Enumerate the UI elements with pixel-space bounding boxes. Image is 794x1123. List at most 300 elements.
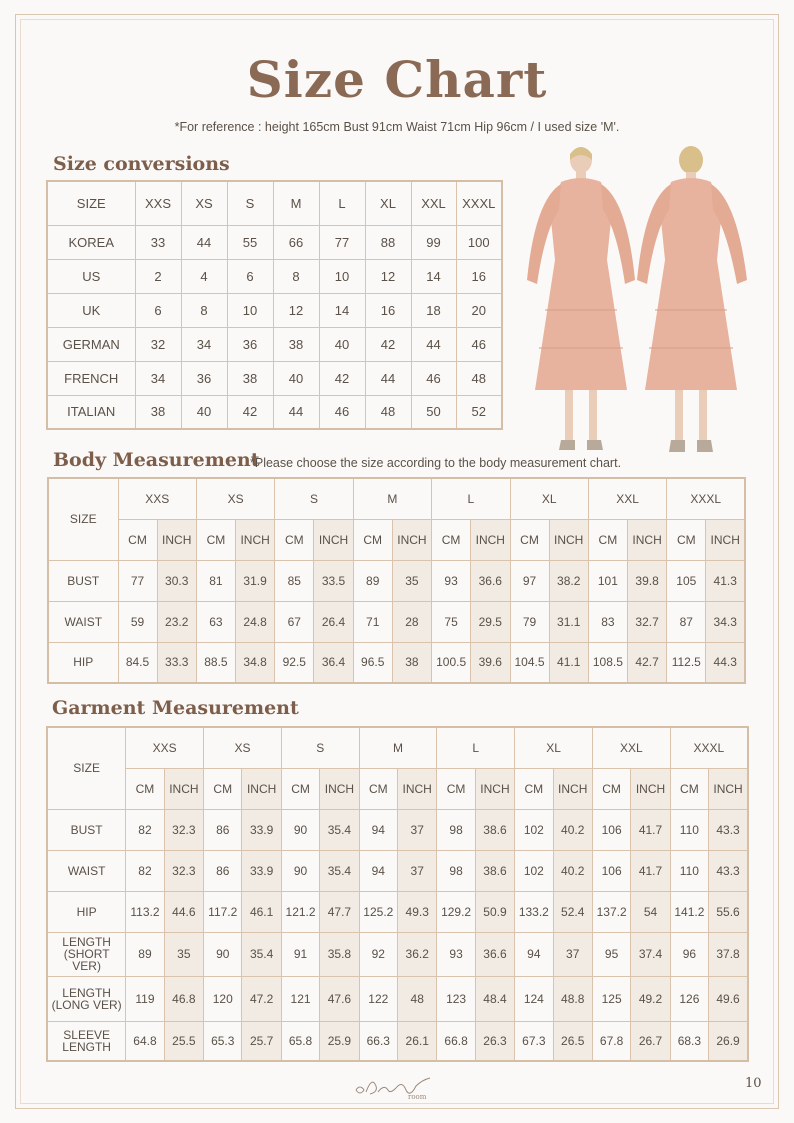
size-header-cell: XXS — [118, 478, 196, 519]
inch-value-cell: 35.4 — [242, 932, 281, 976]
header-cell: XXXL — [456, 181, 502, 225]
table-cell: 99 — [411, 225, 456, 259]
cm-value-cell: 106 — [592, 809, 630, 850]
cm-value-cell: 84.5 — [118, 642, 157, 683]
table-cell: 12 — [273, 293, 319, 327]
cm-value-cell: 129.2 — [437, 891, 475, 932]
table-cell: 14 — [411, 259, 456, 293]
cm-value-cell: 89 — [353, 560, 392, 601]
table-cell: 52 — [456, 395, 502, 429]
cm-value-cell: 67.8 — [592, 1021, 630, 1061]
inch-value-cell: 36.2 — [398, 932, 437, 976]
table-cell: 2 — [135, 259, 181, 293]
inch-value-cell: 47.7 — [320, 891, 359, 932]
unit-cm-cell: CM — [196, 519, 235, 560]
inch-value-cell: 23.2 — [157, 601, 196, 642]
inch-value-cell: 50.9 — [475, 891, 514, 932]
unit-cm-cell: CM — [204, 768, 242, 809]
inch-value-cell: 30.3 — [157, 560, 196, 601]
row-label: HIP — [48, 642, 118, 683]
cm-value-cell: 92.5 — [275, 642, 314, 683]
table-cell: 38 — [135, 395, 181, 429]
size-header-cell: M — [353, 478, 431, 519]
size-header-cell: XL — [515, 727, 593, 768]
inch-value-cell: 49.2 — [631, 976, 670, 1021]
cm-value-cell: 77 — [118, 560, 157, 601]
inch-value-cell: 26.9 — [709, 1021, 748, 1061]
cm-value-cell: 104.5 — [510, 642, 549, 683]
cm-value-cell: 137.2 — [592, 891, 630, 932]
size-header-row — [48, 478, 745, 519]
cm-value-cell: 125.2 — [359, 891, 397, 932]
table-cell: 20 — [456, 293, 502, 327]
cm-value-cell: 85 — [275, 560, 314, 601]
size-header-cell: XS — [196, 478, 274, 519]
inch-value-cell: 32.7 — [627, 601, 666, 642]
row-label: ITALIAN — [47, 395, 135, 429]
cm-value-cell: 81 — [196, 560, 235, 601]
inch-value-cell: 34.3 — [706, 601, 745, 642]
cm-value-cell: 79 — [510, 601, 549, 642]
inch-value-cell: 48.8 — [553, 976, 592, 1021]
inch-value-cell: 31.9 — [235, 560, 274, 601]
cm-value-cell: 86 — [204, 850, 242, 891]
inch-value-cell: 33.3 — [157, 642, 196, 683]
cm-value-cell: 87 — [667, 601, 706, 642]
inch-value-cell: 44.3 — [706, 642, 745, 683]
back-view — [637, 146, 747, 452]
row-label: WAIST — [48, 601, 118, 642]
table-cell: 33 — [135, 225, 181, 259]
cm-value-cell: 133.2 — [515, 891, 553, 932]
table-cell: 46 — [319, 395, 365, 429]
inch-value-cell: 37.8 — [709, 932, 748, 976]
table-cell: 6 — [135, 293, 181, 327]
inch-value-cell: 36.6 — [471, 560, 510, 601]
row-label: BUST — [47, 809, 126, 850]
unit-cm-cell: CM — [275, 519, 314, 560]
cm-value-cell: 108.5 — [588, 642, 627, 683]
unit-cm-cell: CM — [437, 768, 475, 809]
inch-value-cell: 32.3 — [164, 809, 203, 850]
cm-value-cell: 96 — [670, 932, 708, 976]
inch-value-cell: 37 — [553, 932, 592, 976]
cm-value-cell: 75 — [432, 601, 471, 642]
size-header-cell: M — [359, 727, 437, 768]
row-label: LENGTH (SHORT VER) — [47, 932, 126, 976]
table-header-row — [47, 181, 502, 225]
table-row — [47, 327, 502, 361]
inch-value-cell: 38.2 — [549, 560, 588, 601]
inch-value-cell: 26.7 — [631, 1021, 670, 1061]
inch-value-cell: 38.6 — [475, 850, 514, 891]
table-cell: 36 — [181, 361, 227, 395]
unit-inch-cell: INCH — [627, 519, 666, 560]
size-conversion-table — [46, 180, 503, 430]
unit-cm-cell: CM — [592, 768, 630, 809]
inch-value-cell: 41.3 — [706, 560, 745, 601]
cm-value-cell: 121 — [281, 976, 319, 1021]
table-cell: 42 — [319, 361, 365, 395]
inch-value-cell: 33.5 — [314, 560, 353, 601]
cm-value-cell: 66.8 — [437, 1021, 475, 1061]
table-cell: 44 — [181, 225, 227, 259]
cm-value-cell: 117.2 — [204, 891, 242, 932]
inch-value-cell: 43.3 — [709, 809, 748, 850]
inch-value-cell: 42.7 — [627, 642, 666, 683]
size-header-cell: XL — [510, 478, 588, 519]
inch-value-cell: 26.5 — [553, 1021, 592, 1061]
cm-value-cell: 90 — [204, 932, 242, 976]
table-cell: 18 — [411, 293, 456, 327]
table-row — [47, 932, 748, 976]
cm-value-cell: 92 — [359, 932, 397, 976]
unit-inch-cell: INCH — [320, 768, 359, 809]
table-cell: 4 — [181, 259, 227, 293]
unit-cm-cell: CM — [353, 519, 392, 560]
table-cell: 34 — [181, 327, 227, 361]
inch-value-cell: 36.4 — [314, 642, 353, 683]
inch-value-cell: 35.8 — [320, 932, 359, 976]
table-cell: 32 — [135, 327, 181, 361]
cm-value-cell: 119 — [126, 976, 164, 1021]
unit-cm-cell: CM — [670, 768, 708, 809]
table-row — [47, 259, 502, 293]
table-cell: 100 — [456, 225, 502, 259]
table-cell: 38 — [227, 361, 273, 395]
size-header-cell: XXS — [126, 727, 204, 768]
inch-value-cell: 38.6 — [475, 809, 514, 850]
inch-value-cell: 39.8 — [627, 560, 666, 601]
unit-cm-cell: CM — [588, 519, 627, 560]
inch-value-cell: 46.1 — [242, 891, 281, 932]
table-cell: 50 — [411, 395, 456, 429]
cm-value-cell: 67.3 — [515, 1021, 553, 1061]
inch-value-cell: 41.1 — [549, 642, 588, 683]
row-label: WAIST — [47, 850, 126, 891]
inch-value-cell: 35.4 — [320, 850, 359, 891]
cm-value-cell: 123 — [437, 976, 475, 1021]
table-cell: 12 — [365, 259, 411, 293]
inch-value-cell: 37 — [398, 850, 437, 891]
inch-value-cell: 38 — [392, 642, 431, 683]
size-header-cell: XXXL — [670, 727, 748, 768]
inch-value-cell: 35 — [392, 560, 431, 601]
inch-value-cell: 48.4 — [475, 976, 514, 1021]
unit-cm-cell: CM — [432, 519, 471, 560]
body-measurement-note: *Please choose the size according to the body measurement chart. — [250, 456, 622, 470]
inch-value-cell: 37.4 — [631, 932, 670, 976]
size-header-cell: XS — [204, 727, 282, 768]
garment-measurement-heading: Garment Measurement — [52, 697, 299, 719]
inch-value-cell: 39.6 — [471, 642, 510, 683]
cm-value-cell: 67 — [275, 601, 314, 642]
page-title: Size Chart — [246, 50, 548, 109]
inch-value-cell: 29.5 — [471, 601, 510, 642]
inch-value-cell: 46.8 — [164, 976, 203, 1021]
table-row — [47, 225, 502, 259]
table-cell: 44 — [411, 327, 456, 361]
table-row — [47, 293, 502, 327]
cm-value-cell: 91 — [281, 932, 319, 976]
cm-value-cell: 120 — [204, 976, 242, 1021]
brand-logo — [350, 1074, 440, 1102]
table-row — [47, 809, 748, 850]
size-label-cell: SIZE — [48, 478, 118, 560]
table-cell: 77 — [319, 225, 365, 259]
table-row — [48, 601, 745, 642]
inch-value-cell: 26.4 — [314, 601, 353, 642]
table-cell: 48 — [365, 395, 411, 429]
size-label-cell: SIZE — [47, 727, 126, 809]
table-cell: 48 — [456, 361, 502, 395]
header-cell: S — [227, 181, 273, 225]
reference-note: *For reference : height 165cm Bust 91cm Waist 71cm Hip 96cm / I used size 'M'. — [174, 120, 620, 134]
body-measurement-heading: Body Measurement — [53, 449, 260, 471]
table-row — [47, 361, 502, 395]
header-cell: XXS — [135, 181, 181, 225]
cm-value-cell: 105 — [667, 560, 706, 601]
inch-value-cell: 41.7 — [631, 850, 670, 891]
inch-value-cell: 36.6 — [475, 932, 514, 976]
cm-value-cell: 65.3 — [204, 1021, 242, 1061]
cm-value-cell: 112.5 — [667, 642, 706, 683]
row-label: LENGTH (LONG VER) — [47, 976, 126, 1021]
unit-inch-cell: INCH — [475, 768, 514, 809]
cm-value-cell: 97 — [510, 560, 549, 601]
table-cell: 16 — [365, 293, 411, 327]
header-cell: XXL — [411, 181, 456, 225]
cm-value-cell: 94 — [359, 809, 397, 850]
size-header-cell: S — [275, 478, 353, 519]
table-row — [47, 891, 748, 932]
page-number: 10 — [745, 1076, 762, 1091]
cm-value-cell: 66.3 — [359, 1021, 397, 1061]
inch-value-cell: 34.8 — [235, 642, 274, 683]
cm-value-cell: 88.5 — [196, 642, 235, 683]
cm-value-cell: 126 — [670, 976, 708, 1021]
header-cell: XL — [365, 181, 411, 225]
table-row — [47, 1021, 748, 1061]
table-cell: 44 — [365, 361, 411, 395]
table-cell: 42 — [227, 395, 273, 429]
table-cell: 40 — [319, 327, 365, 361]
cm-value-cell: 122 — [359, 976, 397, 1021]
unit-cm-cell: CM — [515, 768, 553, 809]
cm-value-cell: 96.5 — [353, 642, 392, 683]
cm-value-cell: 102 — [515, 809, 553, 850]
inch-value-cell: 31.1 — [549, 601, 588, 642]
table-cell: 46 — [411, 361, 456, 395]
inch-value-cell: 41.7 — [631, 809, 670, 850]
garment-measurement-table — [46, 726, 749, 1062]
cm-value-cell: 68.3 — [670, 1021, 708, 1061]
cm-value-cell: 82 — [126, 850, 164, 891]
table-cell: 36 — [227, 327, 273, 361]
inch-value-cell: 28 — [392, 601, 431, 642]
unit-inch-cell: INCH — [164, 768, 203, 809]
inch-value-cell: 55.6 — [709, 891, 748, 932]
row-label: US — [47, 259, 135, 293]
cm-value-cell: 125 — [592, 976, 630, 1021]
unit-inch-cell: INCH — [314, 519, 353, 560]
cm-value-cell: 65.8 — [281, 1021, 319, 1061]
cm-value-cell: 90 — [281, 809, 319, 850]
cm-value-cell: 95 — [592, 932, 630, 976]
cm-value-cell: 98 — [437, 809, 475, 850]
cm-value-cell: 59 — [118, 601, 157, 642]
inch-value-cell: 49.3 — [398, 891, 437, 932]
inch-value-cell: 44.6 — [164, 891, 203, 932]
table-cell: 8 — [273, 259, 319, 293]
size-header-cell: L — [432, 478, 510, 519]
table-cell: 55 — [227, 225, 273, 259]
size-header-cell: XXL — [588, 478, 666, 519]
table-cell: 40 — [181, 395, 227, 429]
table-row — [47, 850, 748, 891]
table-cell: 10 — [319, 259, 365, 293]
cm-value-cell: 121.2 — [281, 891, 319, 932]
row-label: KOREA — [47, 225, 135, 259]
inch-value-cell: 25.9 — [320, 1021, 359, 1061]
table-cell: 6 — [227, 259, 273, 293]
unit-inch-cell: INCH — [631, 768, 670, 809]
cm-value-cell: 64.8 — [126, 1021, 164, 1061]
cm-value-cell: 93 — [437, 932, 475, 976]
unit-inch-cell: INCH — [242, 768, 281, 809]
table-cell: 8 — [181, 293, 227, 327]
table-cell: 46 — [456, 327, 502, 361]
inch-value-cell: 33.9 — [242, 850, 281, 891]
row-label: GERMAN — [47, 327, 135, 361]
unit-inch-cell: INCH — [553, 768, 592, 809]
inch-value-cell: 26.3 — [475, 1021, 514, 1061]
size-header-cell: XXL — [592, 727, 670, 768]
cm-value-cell: 98 — [437, 850, 475, 891]
inch-value-cell: 32.3 — [164, 850, 203, 891]
table-cell: 34 — [135, 361, 181, 395]
cm-value-cell: 86 — [204, 809, 242, 850]
svg-text:room: room — [408, 1093, 427, 1101]
model-figure — [515, 140, 755, 460]
cm-value-cell: 141.2 — [670, 891, 708, 932]
unit-header-row — [48, 519, 745, 560]
row-label: BUST — [48, 560, 118, 601]
unit-cm-cell: CM — [281, 768, 319, 809]
table-cell: 88 — [365, 225, 411, 259]
cm-value-cell: 101 — [588, 560, 627, 601]
unit-cm-cell: CM — [667, 519, 706, 560]
header-cell: M — [273, 181, 319, 225]
row-label: HIP — [47, 891, 126, 932]
unit-inch-cell: INCH — [471, 519, 510, 560]
cm-value-cell: 90 — [281, 850, 319, 891]
inch-value-cell: 40.2 — [553, 850, 592, 891]
size-header-cell: L — [437, 727, 515, 768]
table-cell: 42 — [365, 327, 411, 361]
header-cell: L — [319, 181, 365, 225]
cm-value-cell: 82 — [126, 809, 164, 850]
unit-cm-cell: CM — [126, 768, 164, 809]
brand-logo-mark — [350, 1074, 440, 1102]
inch-value-cell: 24.8 — [235, 601, 274, 642]
row-label: SLEEVE LENGTH — [47, 1021, 126, 1061]
inch-value-cell: 48 — [398, 976, 437, 1021]
cm-value-cell: 89 — [126, 932, 164, 976]
unit-inch-cell: INCH — [709, 768, 748, 809]
unit-inch-cell: INCH — [235, 519, 274, 560]
table-row — [48, 560, 745, 601]
cm-value-cell: 83 — [588, 601, 627, 642]
table-cell: 38 — [273, 327, 319, 361]
table-row — [47, 395, 502, 429]
unit-cm-cell: CM — [510, 519, 549, 560]
inch-value-cell: 47.6 — [320, 976, 359, 1021]
unit-inch-cell: INCH — [392, 519, 431, 560]
unit-inch-cell: INCH — [549, 519, 588, 560]
cm-value-cell: 106 — [592, 850, 630, 891]
size-header-row — [47, 727, 748, 768]
row-label: FRENCH — [47, 361, 135, 395]
inch-value-cell: 33.9 — [242, 809, 281, 850]
table-cell: 44 — [273, 395, 319, 429]
table-cell: 14 — [319, 293, 365, 327]
unit-cm-cell: CM — [359, 768, 397, 809]
cm-value-cell: 63 — [196, 601, 235, 642]
body-measurement-table — [47, 477, 746, 684]
inch-value-cell: 37 — [398, 809, 437, 850]
inch-value-cell: 25.5 — [164, 1021, 203, 1061]
inch-value-cell: 26.1 — [398, 1021, 437, 1061]
unit-cm-cell: CM — [118, 519, 157, 560]
cm-value-cell: 100.5 — [432, 642, 471, 683]
header-cell: SIZE — [47, 181, 135, 225]
cm-value-cell: 94 — [359, 850, 397, 891]
cm-value-cell: 102 — [515, 850, 553, 891]
inch-value-cell: 40.2 — [553, 809, 592, 850]
inch-value-cell: 25.7 — [242, 1021, 281, 1061]
front-view — [527, 147, 635, 450]
size-header-cell: XXXL — [667, 478, 745, 519]
unit-header-row — [47, 768, 748, 809]
model-dress-illustration — [515, 140, 755, 460]
cm-value-cell: 110 — [670, 809, 708, 850]
table-cell: 40 — [273, 361, 319, 395]
table-row — [48, 642, 745, 683]
inch-value-cell: 35 — [164, 932, 203, 976]
unit-inch-cell: INCH — [398, 768, 437, 809]
cm-value-cell: 124 — [515, 976, 553, 1021]
cm-value-cell: 113.2 — [126, 891, 164, 932]
inch-value-cell: 52.4 — [553, 891, 592, 932]
cm-value-cell: 71 — [353, 601, 392, 642]
inch-value-cell: 43.3 — [709, 850, 748, 891]
inch-value-cell: 47.2 — [242, 976, 281, 1021]
table-cell: 10 — [227, 293, 273, 327]
header-cell: XS — [181, 181, 227, 225]
cm-value-cell: 94 — [515, 932, 553, 976]
inch-value-cell: 54 — [631, 891, 670, 932]
inch-value-cell: 35.4 — [320, 809, 359, 850]
row-label: UK — [47, 293, 135, 327]
size-header-cell: S — [281, 727, 359, 768]
inch-value-cell: 49.6 — [709, 976, 748, 1021]
table-cell: 66 — [273, 225, 319, 259]
table-row — [47, 976, 748, 1021]
table-cell: 16 — [456, 259, 502, 293]
cm-value-cell: 93 — [432, 560, 471, 601]
unit-inch-cell: INCH — [157, 519, 196, 560]
